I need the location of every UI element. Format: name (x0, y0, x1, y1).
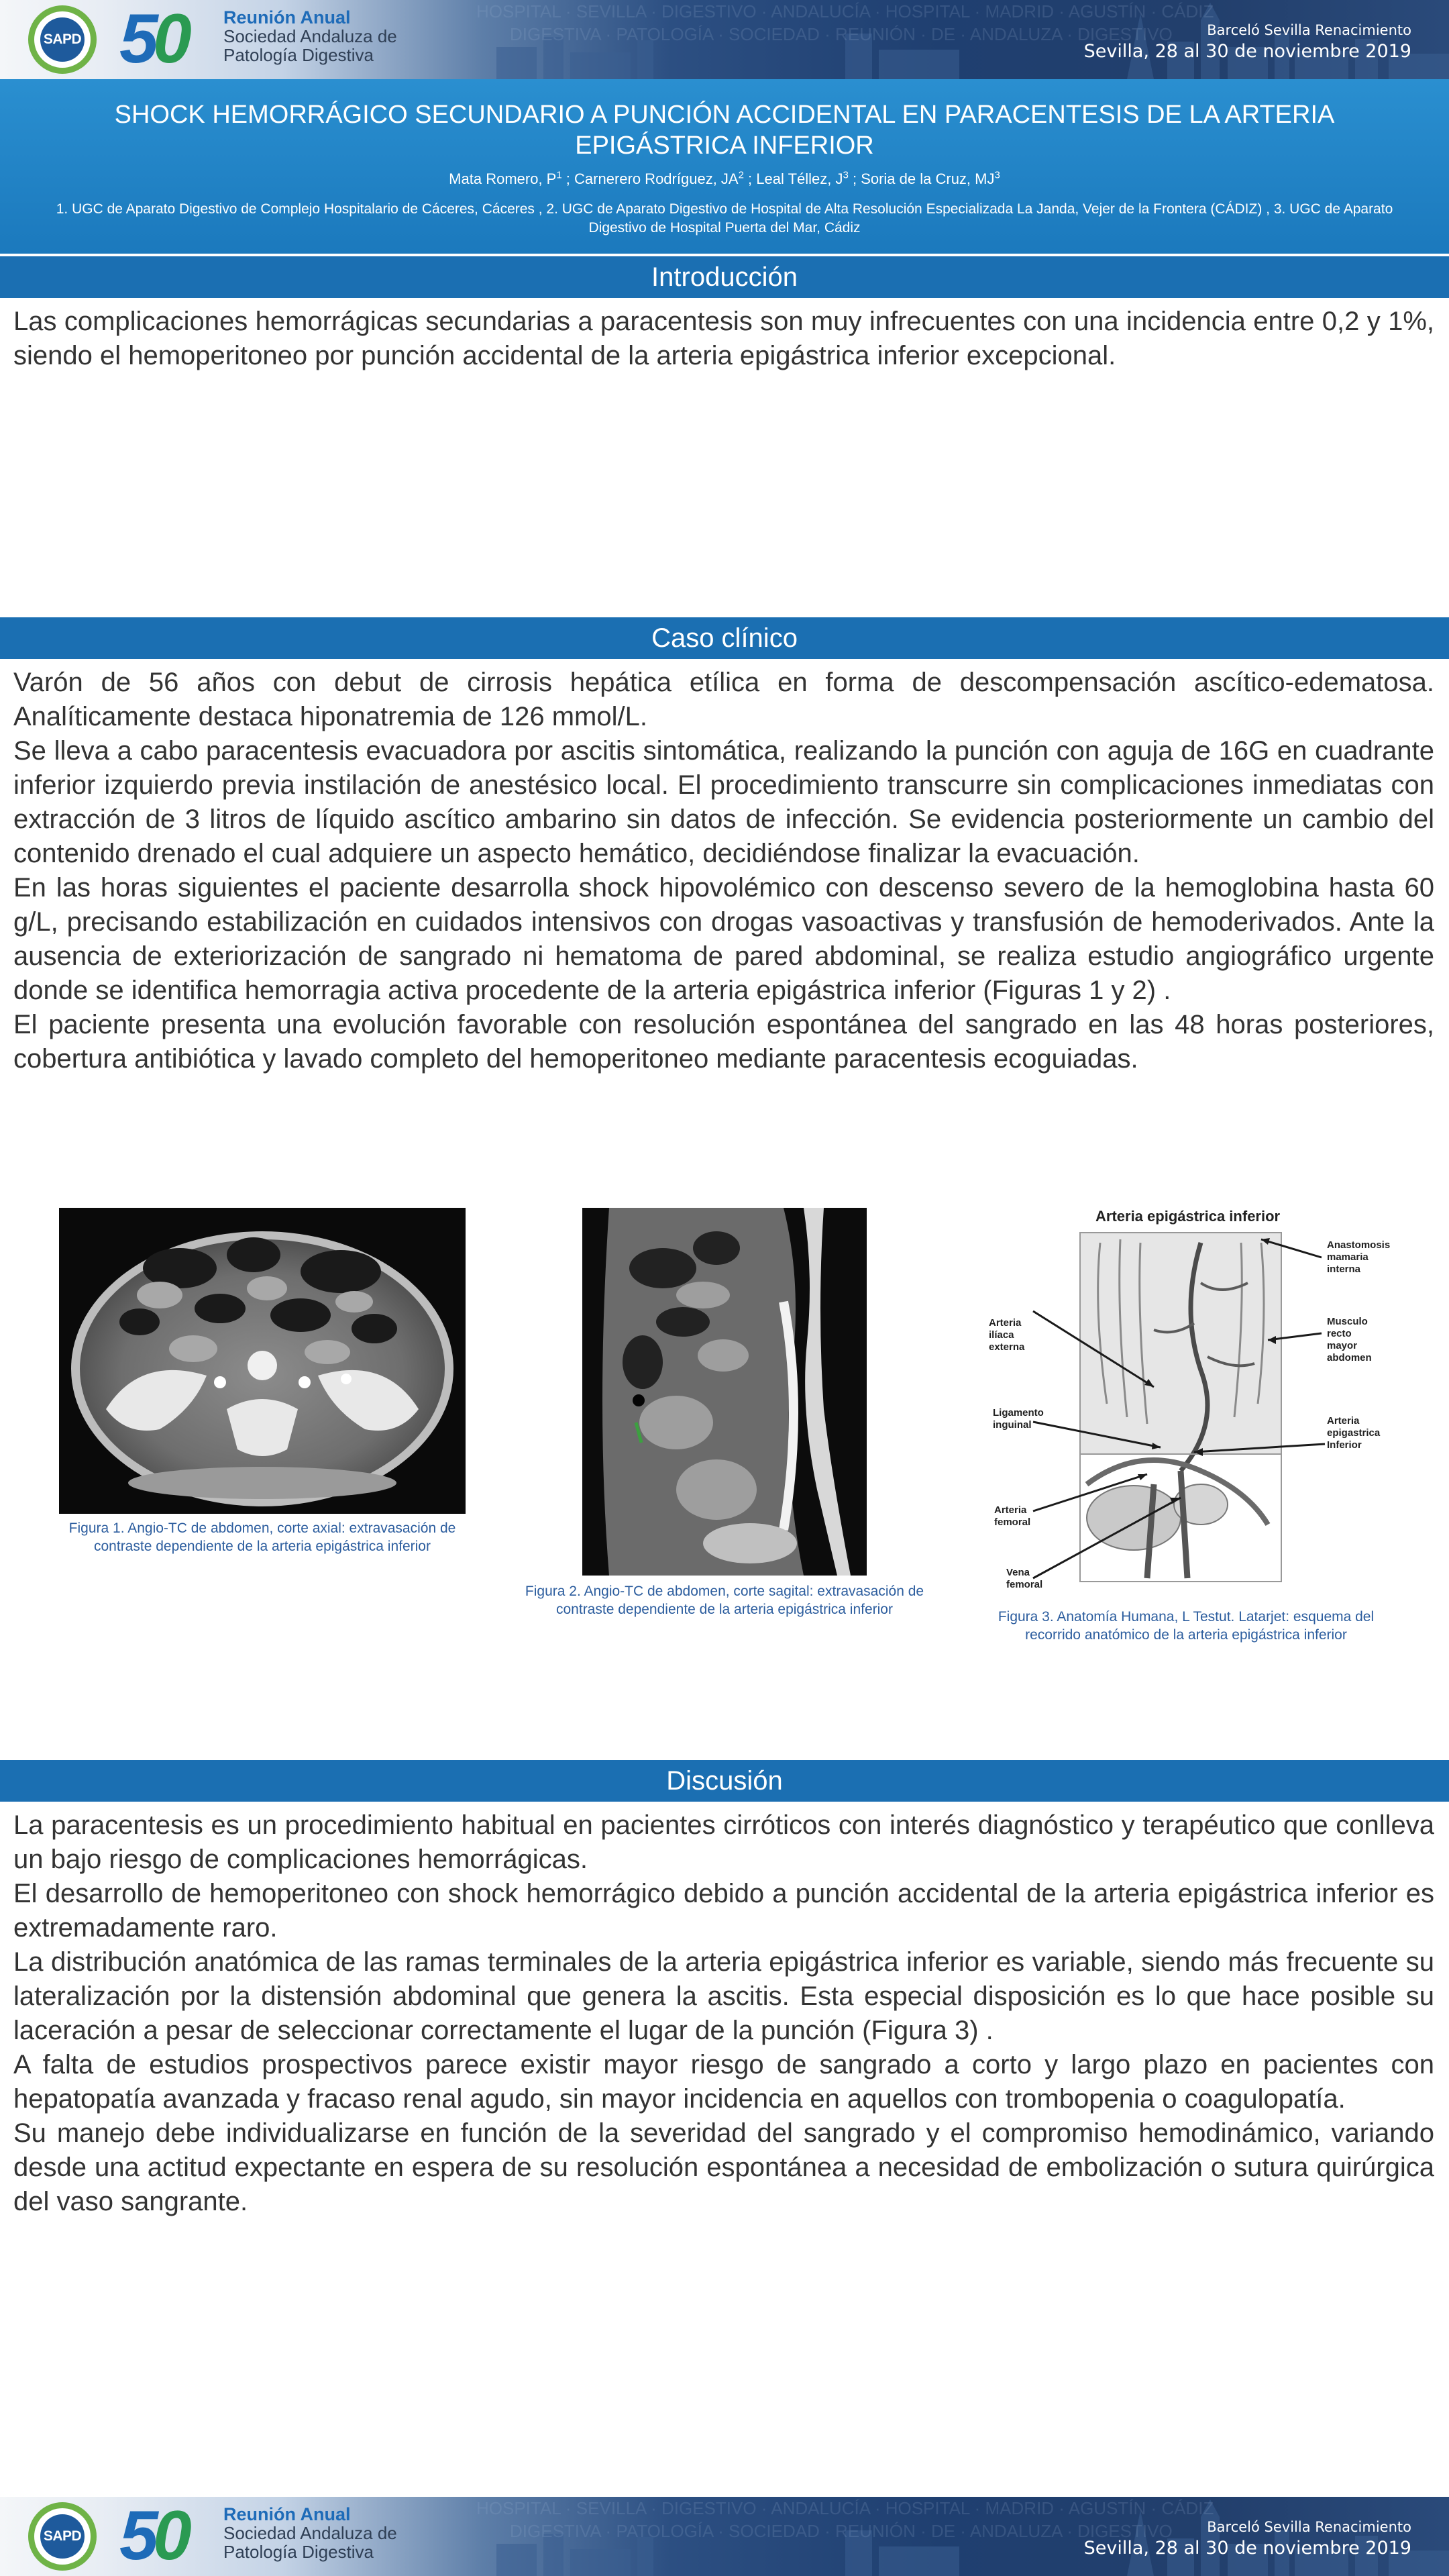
poster-title: SHOCK HEMORRÁGICO SECUNDARIO A PUNCIÓN ACCIDENTAL EN PARACENTESIS DE LA ARTERIA EPIGÁSTRICA INFERIOR (114, 101, 1335, 160)
label-musculo: recto (1327, 1328, 1352, 1339)
discussion-paragraph: A falta de estudios prospectivos parece existir mayor riesgo de sangrado a corto y largo plazo en pacientes con hepatopatía avanzada y fracaso renal agudo, sin mayor incidencia en aquellos con trombopenia o coagulopatía. (13, 2050, 1434, 2114)
figure-1-axial-ct-image (59, 1208, 466, 1514)
discussion-paragraph: El desarrollo de hemoperitoneo con shock hemorrágico debido a punción accidental de la arteria epigástrica inferior es extremadamente raro. (13, 1879, 1434, 1943)
label-musculo: mayor (1327, 1340, 1358, 1351)
label-epigastrica: epigastrica (1327, 1427, 1381, 1439)
label-ligamento: Ligamento (993, 1407, 1044, 1419)
author-separator: ; (743, 170, 757, 187)
section-heading-intro: Introducción (0, 256, 1449, 298)
svg-text:DIGESTIVA · PATOLOGÍA · SOCIED: DIGESTIVA · PATOLOGÍA · SOCIEDAD · REUNIÓN · DE · ANDALUZA · DIGESTIVO (510, 2521, 1173, 2541)
event-line-2: Sociedad Andaluza de (223, 2523, 397, 2543)
discussion-paragraph: La distribución anatómica de las ramas terminales de la arteria epigástrica inferior es variable, siendo más frecuente su lateralización por la distensión abdominal que genera la ascitis. Esta especial disposición es lo que hace posible su laceración a pesar de seleccionar correctamente el lugar de la punción (Figura 3) . (13, 1947, 1434, 2045)
case-paragraph: En las horas siguientes el paciente desarrolla shock hipovolémico con descenso severo de la hemoglobina hasta 60 g/L, precisando estabilización en cuidados intensivos con drogas vasoactivas y transfusión de hemoderivados. Ante la ausencia de exteriorización de sangrado ni hematoma de pared abdominal, se realiza estudio angiográfico urgente donde se identifica hemorragia activa procedente de la arteria epigástrica inferior (Figuras 1 y 2) . (13, 873, 1434, 1005)
author-affil-sup: 1 (556, 169, 562, 181)
label-epigastrica: Arteria (1327, 1415, 1360, 1427)
discussion-paragraph: Su manejo debe individualizarse en función de la severidad del sangrado y el compromiso hemodinámico, variando desde una actitud expectante en espera de su resolución espontánea a necesidad de embolización o sutura quirúrgica del vaso sangrante. (13, 2118, 1434, 2216)
event-line-2: Sociedad Andaluza de (223, 26, 397, 46)
anniversary-50-logo: 50 (119, 2497, 186, 2575)
figure-2-sagittal-ct-image (582, 1208, 867, 1576)
author-affil-sup: 3 (843, 169, 849, 181)
author-list (0, 169, 1449, 189)
sapd-logo (28, 2502, 97, 2571)
author-name: Mata Romero, P (449, 170, 557, 187)
event-name (223, 8, 397, 64)
label-femoral-artery: Arteria (994, 1504, 1027, 1516)
sapd-logo-text: SAPD (40, 17, 85, 62)
intro-text (13, 305, 1434, 373)
case-paragraph: Varón de 56 años con debut de cirrosis hepática etílica en forma de descompensación ascítico-edematosa. Analíticamente destaca hiponatremia de 126 mmol/L. (13, 668, 1434, 731)
event-line-3: Patología Digestiva (223, 45, 374, 65)
label-anastomosis: Anastomosis (1327, 1239, 1391, 1251)
anniversary-50-logo: 50 (119, 0, 186, 78)
event-line-1: Reunión Anual (223, 7, 351, 28)
label-anastomosis: mamaria (1327, 1251, 1368, 1263)
discussion-text (13, 1808, 1434, 2219)
event-dates: Sevilla, 28 al 30 de noviembre 2019 (1083, 2538, 1411, 2559)
figure-3-caption: Figura 3. Anatomía Humana, L Testut. Latarjet: esquema del recorrido anatómico de la arteria epigástrica inferior (998, 1609, 1375, 1643)
section-heading-case: Caso clínico (0, 617, 1449, 659)
label-femoral-artery: femoral (994, 1516, 1031, 1528)
label-epigastrica: Inferior (1327, 1439, 1362, 1451)
label-musculo: abdomen (1327, 1352, 1372, 1363)
label-femoral-vein: femoral (1006, 1579, 1043, 1590)
intro-paragraph: Las complicaciones hemorrágicas secundarias a paracentesis son muy infrecuentes con una incidencia entre 0,2 y 1%, siendo el hemoperitoneo por punción accidental de la arteria epigástrica inferior excepcional. (13, 307, 1434, 370)
section-heading-discussion: Discusión (0, 1760, 1449, 1802)
label-anastomosis: interna (1327, 1264, 1361, 1275)
label-femoral-vein: Vena (1006, 1567, 1030, 1578)
sapd-logo-text: SAPD (40, 2514, 85, 2559)
case-paragraph: El paciente presenta una evolución favorable con resolución espontánea del sangrado en las 48 horas posteriores, cobertura antibiótica y lavado completo del hemoperitoneo mediante paracentesis ecoguiadas. (13, 1010, 1434, 1074)
svg-text:HOSPITAL · SEVILLA · DIGESTIVO: HOSPITAL · SEVILLA · DIGESTIVO · ANDALUCÍA · HOSPITAL · MADRID · AGUSTÍN · CÁDIZ (476, 1, 1214, 21)
sapd-logo (28, 5, 97, 74)
svg-text:Arteriafemoral (994, 1504, 1030, 1528)
discussion-paragraph: La paracentesis es un procedimiento habitual en pacientes cirróticos con interés diagnóstico y terapéutico que conlleva un bajo riesgo de complicaciones hemorrágicas. (13, 1810, 1434, 1874)
event-dates: Sevilla, 28 al 30 de noviembre 2019 (1083, 41, 1411, 62)
label-iliaca: ilíaca (989, 1329, 1014, 1341)
diagram-title: Arteria epigástrica inferior (1095, 1208, 1281, 1225)
label-iliaca: externa (989, 1341, 1025, 1353)
author-separator: ; (848, 170, 861, 187)
author-separator: ; (561, 170, 575, 187)
event-line-3: Patología Digestiva (223, 2542, 374, 2562)
event-venue (1084, 2517, 1411, 2560)
case-text (13, 666, 1434, 1076)
event-name (223, 2505, 397, 2561)
header-banner (0, 0, 1449, 79)
author-affil-sup: 3 (994, 169, 1000, 181)
figure-1-caption: Figura 1. Angio-TC de abdomen, corte axial: extravasación de contraste dependiente de la arteria epigástrica inferior (68, 1521, 456, 1554)
case-paragraph: Se lleva a cabo paracentesis evacuadora por ascitis sintomática, realizando la punción con aguja de 16G en cuadrante inferior izquierdo previa instilación de anestésico local. El procedimiento transcurre sin complicaciones inmediatas con extracción de 3 litros de líquido ascítico ambarino sin datos de infección. Se evidencia posteriormente un cambio del contenido drenado el cual adquiere un aspecto hemático, decidiéndose finalizar la evacuación. (13, 736, 1434, 868)
event-line-1: Reunión Anual (223, 2504, 351, 2524)
venue-name: Barceló Sevilla Renacimiento (1207, 2519, 1411, 2535)
figure-3-anatomy-diagram (979, 1202, 1409, 1598)
affiliations: 1. UGC de Aparato Digestivo de Complejo Hospitalario de Cáceres, Cáceres , 2. UGC de Aparato Digestivo de Hospital de Alta Resolución Especializada La Janda, Vejer de la Frontera (CÁDIZ) , 3. UGC de Aparato Digestivo de Hospital Puerta del Mar, Cádiz (56, 201, 1393, 236)
svg-text:HOSPITAL · SEVILLA · DIGESTIVO: HOSPITAL · SEVILLA · DIGESTIVO · ANDALUCÍA · HOSPITAL · MADRID · AGUSTÍN · CÁDIZ (476, 2498, 1214, 2518)
event-venue (1084, 20, 1411, 63)
author-affil-sup: 2 (738, 169, 744, 181)
label-iliaca: Arteria (989, 1317, 1022, 1329)
venue-name: Barceló Sevilla Renacimiento (1207, 22, 1411, 38)
label-ligamento: inguinal (993, 1419, 1032, 1431)
label-musculo: Musculo (1327, 1316, 1368, 1327)
author-name: Soria de la Cruz, MJ (861, 170, 995, 187)
title-block (0, 79, 1449, 254)
figure-2-caption: Figura 2. Angio-TC de abdomen, corte sagital: extravasación de contraste dependiente de la arteria epigástrica inferior (525, 1584, 924, 1617)
author-name: Leal Téllez, J (756, 170, 843, 187)
author-name: Carnerero Rodríguez, JA (574, 170, 739, 187)
svg-text:DIGESTIVA · PATOLOGÍA · SOCIED: DIGESTIVA · PATOLOGÍA · SOCIEDAD · REUNIÓN · DE · ANDALUZA · DIGESTIVO (510, 24, 1173, 44)
footer-banner (0, 2497, 1449, 2576)
